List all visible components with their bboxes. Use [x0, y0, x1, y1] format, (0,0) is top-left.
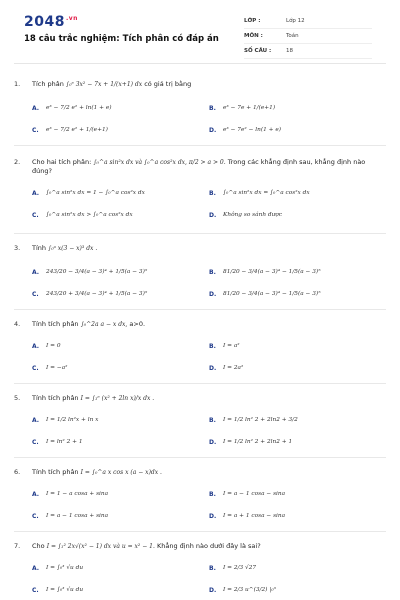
option-text: I = 1/2 ln² 2 + 2ln2 + 3/2 — [223, 417, 298, 423]
meta-value: Lớp 12 — [286, 18, 305, 24]
option-key: C. — [32, 364, 39, 372]
question-text: Tính tích phân — [32, 468, 79, 476]
question-stem — [14, 542, 386, 551]
question-number: 3. — [14, 244, 21, 252]
option-text: e³ − 7/2 e² + ln(1 + e) — [46, 105, 112, 111]
question-stem — [14, 80, 386, 89]
question-item — [14, 146, 386, 234]
answer-option[interactable] — [209, 483, 386, 505]
question-item — [14, 310, 386, 384]
answer-options — [14, 557, 386, 600]
option-key: D. — [209, 126, 217, 134]
question-text: Tính tích phân — [32, 394, 79, 402]
option-key: B. — [209, 268, 216, 276]
question-math: I = ∫₁ᵉ (x² + 2ln x)/x dx . — [80, 395, 155, 402]
option-key: A. — [32, 342, 40, 350]
option-key: B. — [209, 104, 216, 112]
meta-label: MÔN : — [244, 33, 263, 39]
answer-option[interactable] — [32, 182, 209, 204]
answer-option[interactable] — [32, 119, 209, 141]
question-stem — [14, 468, 386, 477]
option-key: B. — [209, 564, 216, 572]
answer-option[interactable] — [32, 483, 209, 505]
option-text: ∫₀^a sin²x dx = ∫₀^a cos²x dx — [223, 190, 310, 196]
answer-option[interactable] — [209, 119, 386, 141]
answer-option[interactable] — [32, 505, 209, 527]
option-key: D. — [209, 512, 217, 520]
question-number: 4. — [14, 320, 21, 328]
question-stem — [14, 158, 386, 176]
option-key: D. — [209, 438, 217, 446]
option-key: D. — [209, 211, 217, 219]
question-math: ∫₀ᵉ 3x² − 7x + 1/(x+1) dx — [65, 81, 143, 88]
meta-value: 18 — [286, 48, 293, 54]
option-text: e³ − 7/2 e² + 1/(e+1) — [46, 127, 108, 133]
answer-options — [14, 97, 386, 141]
option-key: C. — [32, 438, 39, 446]
option-text: I = ∫₀³ √u du — [46, 565, 84, 571]
option-text: I = ∫₀³ √u du — [46, 587, 84, 593]
answer-option[interactable] — [209, 283, 386, 305]
logo-text: 2048 — [24, 14, 65, 30]
answer-option[interactable] — [209, 335, 386, 357]
question-tail: a>0. — [129, 320, 146, 328]
option-key: D. — [209, 290, 217, 298]
option-key: A. — [32, 564, 40, 572]
question-tail: Khẳng định nào dưới đây là sai? — [156, 542, 261, 550]
question-number: 2. — [14, 158, 21, 166]
option-key: A. — [32, 416, 40, 424]
answer-option[interactable] — [32, 579, 209, 600]
option-text: I = a − 1 cosa + sina — [46, 513, 109, 519]
option-key: A. — [32, 490, 40, 498]
option-text: I = 2/3 u^(3/2) |₀³ — [223, 587, 276, 593]
option-key: C. — [32, 512, 39, 520]
answer-option[interactable] — [209, 204, 386, 226]
option-key: D. — [209, 586, 217, 594]
answer-option[interactable] — [209, 182, 386, 204]
question-text: Tính — [32, 244, 47, 252]
option-key: B. — [209, 490, 216, 498]
question-text: Tích phân — [32, 80, 64, 88]
question-text: Cho hai tích phân: — [32, 158, 92, 166]
answer-option[interactable] — [209, 357, 386, 379]
option-text: I = 0 — [46, 343, 61, 349]
question-stem — [14, 394, 386, 403]
option-text: I = 2a² — [223, 365, 244, 371]
question-item — [14, 234, 386, 310]
question-item — [14, 532, 386, 600]
answer-options — [14, 261, 386, 305]
option-text: I = 1 − a cosa + sina — [46, 491, 109, 497]
answer-options — [14, 182, 386, 226]
option-text: e³ − 7e + 1/(e+1) — [223, 105, 276, 111]
question-text: Tính tích phân — [32, 320, 79, 328]
question-number: 5. — [14, 394, 21, 402]
option-text: 243/20 + 3/4(a − 3)⁴ + 1/5(a − 3)⁵ — [46, 291, 148, 297]
question-item — [14, 70, 386, 146]
answer-option[interactable] — [32, 409, 209, 431]
answer-option[interactable] — [32, 204, 209, 226]
question-stem — [14, 320, 386, 329]
answer-option[interactable] — [32, 335, 209, 357]
option-text: I = a² — [223, 343, 240, 349]
answer-option[interactable] — [32, 261, 209, 283]
question-stem — [14, 244, 386, 253]
option-key: B. — [209, 342, 216, 350]
option-key: C. — [32, 290, 39, 298]
option-text: e³ − 7e² − ln(1 + e) — [223, 127, 282, 133]
question-item — [14, 384, 386, 458]
option-text: 81/20 − 3/4(a − 3)⁴ − 1/5(a − 3)⁵ — [223, 291, 321, 297]
meta-row-class — [244, 14, 372, 29]
answer-option[interactable] — [209, 505, 386, 527]
option-text: 243/20 − 3/4(a − 3)⁴ + 1/5(a − 3)⁵ — [46, 269, 148, 275]
option-text: ∫₀^a sin²x dx > ∫₀^a cos²x dx — [46, 212, 133, 218]
option-key: A. — [32, 189, 40, 197]
option-key: B. — [209, 416, 216, 424]
answer-option[interactable] — [209, 97, 386, 119]
meta-label: SỐ CÂU : — [244, 48, 272, 54]
option-text: I = 1/2 ln²x + ln x — [46, 417, 99, 423]
answer-option[interactable] — [32, 357, 209, 379]
option-key: A. — [32, 104, 40, 112]
question-tail: Trong các khẳng định sau, khẳng định nào đúng? — [32, 158, 366, 175]
answer-option[interactable] — [209, 261, 386, 283]
answer-option[interactable] — [32, 431, 209, 453]
option-text: I = 2/3 √27 — [223, 565, 257, 571]
answer-options — [14, 335, 386, 379]
option-key: C. — [32, 211, 39, 219]
option-text: 81/20 − 3/4(a − 3)⁴ − 1/5(a − 3)⁵ — [223, 269, 321, 275]
meta-table — [244, 14, 372, 59]
meta-row-count — [244, 44, 372, 59]
option-text: I = a + 1 cosa − sina — [223, 513, 286, 519]
meta-label: LỚP : — [244, 18, 261, 24]
answer-options — [14, 483, 386, 527]
option-key: C. — [32, 126, 39, 134]
question-math: ∫₀^2a a − x dx, — [80, 321, 128, 328]
page-title: 18 câu trắc nghiệm: Tích phân có đáp án — [24, 34, 219, 44]
question-list — [14, 70, 386, 600]
option-key: A. — [32, 268, 40, 276]
option-key: D. — [209, 364, 217, 372]
answer-option[interactable] — [32, 283, 209, 305]
option-text: I = 1/2 ln² 2 + 2ln2 + 1 — [223, 439, 293, 445]
option-text: Không so sánh được — [223, 212, 283, 218]
question-math: I = ∫₁² 2x√(x² − 1) dx và u = x² − 1. — [46, 543, 155, 550]
meta-row-subject — [244, 29, 372, 44]
answer-option[interactable] — [209, 431, 386, 453]
answer-option[interactable] — [209, 579, 386, 600]
option-text: I = ln² 2 + 1 — [46, 439, 83, 445]
question-math: I = ∫₀^a x cos x (a − x)dx . — [80, 469, 162, 476]
question-number: 7. — [14, 542, 21, 550]
question-math: ∫₀^a sin²x dx và ∫₀^a cos²x dx, π/2 > a > 0. — [93, 159, 226, 166]
answer-option[interactable] — [32, 97, 209, 119]
question-text: Cho — [32, 542, 45, 550]
meta-value: Toán — [286, 33, 299, 39]
question-item — [14, 458, 386, 532]
question-math: ∫₀ᵃ x(3 − x)³ dx . — [48, 245, 98, 252]
answer-option[interactable] — [32, 557, 209, 579]
option-text: I = −a² — [46, 365, 68, 371]
question-number: 6. — [14, 468, 21, 476]
option-key: B. — [209, 189, 216, 197]
answer-option[interactable] — [209, 409, 386, 431]
answer-options — [14, 409, 386, 453]
question-tail: có giá trị bằng — [144, 80, 192, 88]
site-logo[interactable] — [24, 14, 78, 30]
option-text: ∫₀^a sin²x dx = 1 − ∫₀^a cos²x dx — [46, 190, 145, 196]
answer-option[interactable] — [209, 557, 386, 579]
option-key: C. — [32, 586, 39, 594]
question-number: 1. — [14, 80, 21, 88]
option-text: I = a − 1 cosa − sina — [223, 491, 286, 497]
document-header — [14, 0, 386, 64]
logo-suffix: .vn — [65, 15, 78, 23]
